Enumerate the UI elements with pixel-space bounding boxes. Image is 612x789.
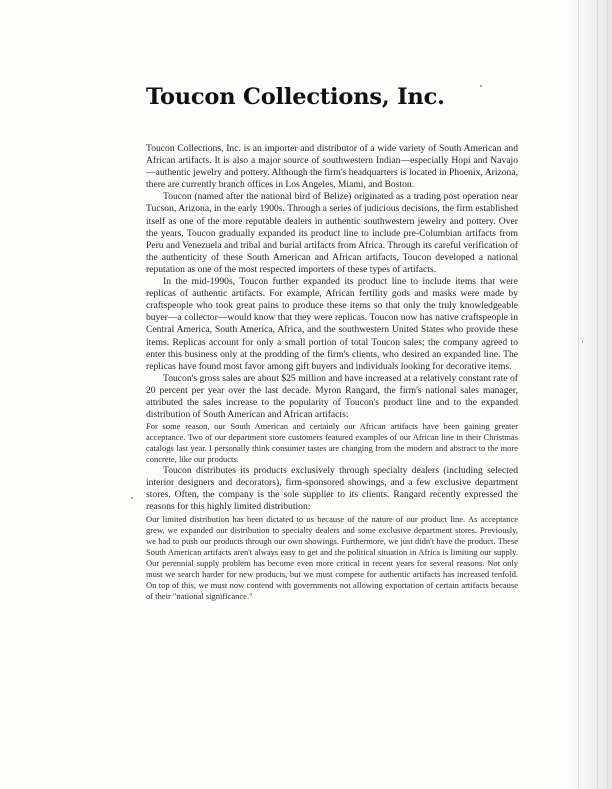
page-edge-line xyxy=(578,0,579,789)
paragraph-intro: Toucon Collections, Inc. is an importer and distributor of a wide variety of South American and African artifacts. It is also a major source of southwestern Indian—especially Hopi and Navajo—authentic jewelry and pottery. Although the firm's headquarters is located in Phoenix, Arizona, there are currently branch offices in Los Angeles, Miami, and Boston. xyxy=(146,143,518,191)
paragraph-distribution: Toucon distributes its products exclusively through specialty dealers (including selected interior designers and decorators), firm-sponsored showings, and a few exclusive department stores. Often, the company is the sole supplier to its clients. Rangard recently expressed the reasons for this highly limited distribution: xyxy=(146,465,518,513)
paragraph-sales: Toucon's gross sales are about $25 million and have increased at a relatively constant rate of 20 percent per year over the last decade. Myron Rangard, the firm's national sales manager, attributed the sales increase to the popularity of Toucon's product line and to the expanded distribution of South American and African artifacts: xyxy=(146,372,518,421)
document-title: Toucon Collections, Inc. xyxy=(146,84,445,110)
quote-acceptance: For some reason, our South American and certainly our African artifacts have been gaining greater acceptance. Two of our department store customers featured examples of our African line in their Christmas catalogs last year. I personally think consumer tastes are changing from the modern and abstract to the more concrete, like our products. xyxy=(146,421,518,465)
scan-speck xyxy=(131,497,133,499)
page-edge-line xyxy=(607,0,608,789)
quote-supply: Our limited distribution has been dictated to us because of the nature of our product line. As acceptance grew, we expanded our distribution to specialty dealers and some exclusive department stores. Previously, we had to push our products through our own showings. Furthermore, we just didn't have the product. These South American artifacts aren't always easy to get and the political situation in Africa is limiting our supply. Our perennial supply problem has become even more critical in recent years for several reasons. Not only must we search harder for new products, but we must compete for authentic artifacts has increased tenfold. On top of this, we must now contend with governments not allowing exportation of certain artifacts because of their "national significance." xyxy=(146,513,518,601)
document-body xyxy=(146,143,518,602)
page-edge-line xyxy=(597,0,598,789)
page-edge-shadow xyxy=(564,0,612,789)
scan-speck xyxy=(582,340,583,343)
paragraph-history: Toucon (named after the national bird of Belize) originated as a trading post operation near Tucson, Arizona, in the early 1900s. Through a series of judicious decisions, the firm established itself as one of the more reputable dealers in authentic southwestern jewelry and pottery. Over the years, Toucon gradually expanded its product line to include pre-Columbian artifacts from Peru and Venezuela and tribal and burial artifacts from Africa. Through its careful verification of the authenticity of these South American and African artifacts, Toucon developed a national reputation as one of the most respected importers of these types of artifacts. xyxy=(146,191,518,275)
scan-speck xyxy=(480,85,482,87)
paragraph-replicas: In the mid-1990s, Toucon further expanded its product line to include items that were replicas of authentic artifacts. For example, African fertility gods and masks were made by craftspeople who took great pains to produce these items so that only the truly knowledgeable buyer—a collector—would know that they were replicas. Toucon now has native craftspeople in Central America, South America, Africa, and the southwestern United States who provide these items. Replicas account for only a small portion of total Toucon sales; the company agreed to enter this business only at the prodding of the firm's clients, who desired an expanded line. The replicas have found most favor among gift buyers and individuals looking for decorative items. xyxy=(146,276,518,372)
